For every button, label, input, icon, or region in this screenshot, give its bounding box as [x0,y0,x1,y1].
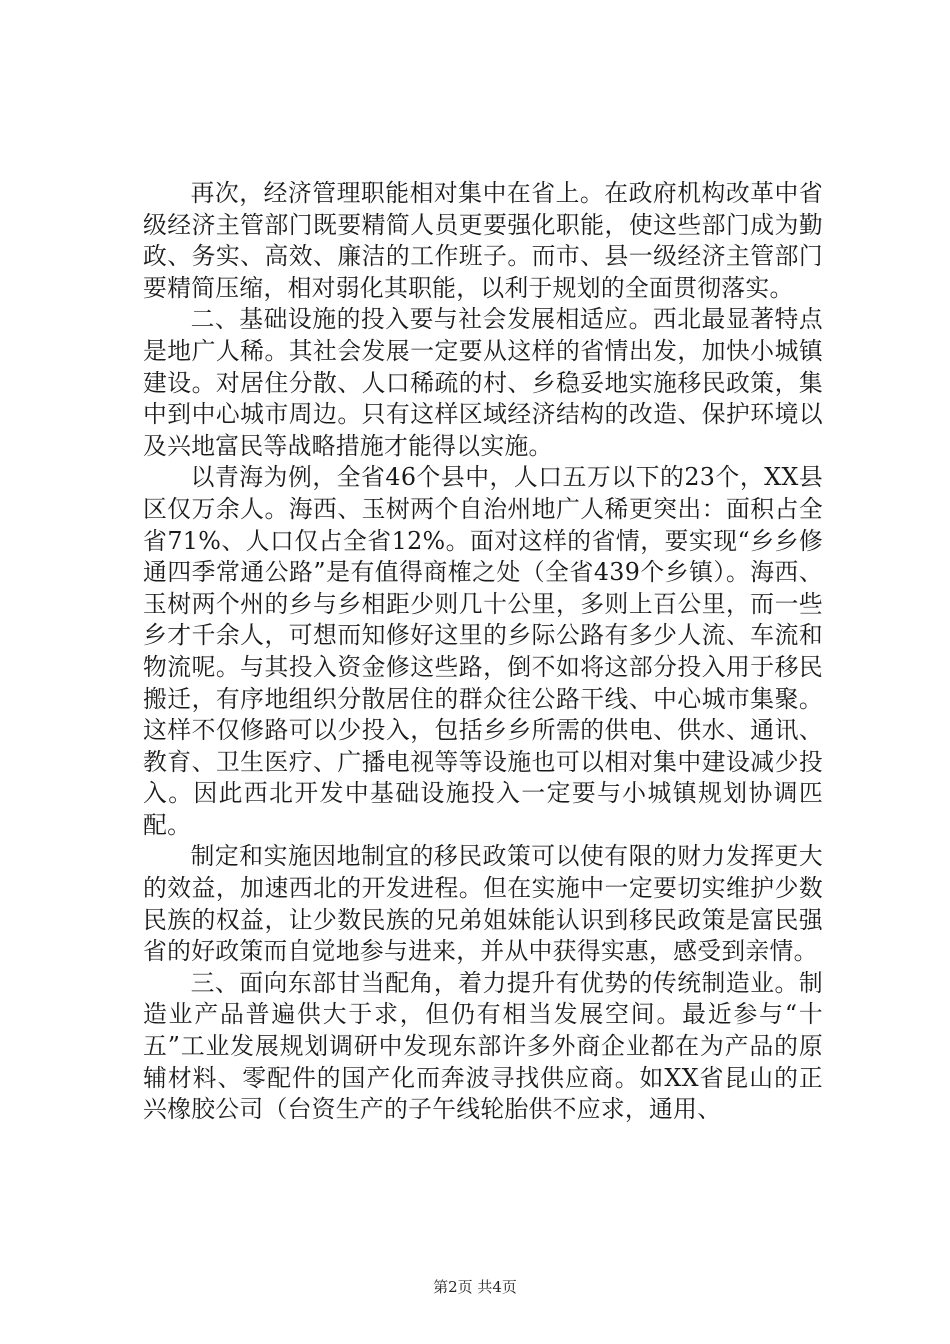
paragraph-2: 二、基础设施的投入要与社会发展相适应。西北最显著特点是地广人稀。其社会发展一定要从这样的省情出发，加快小城镇建设。对居住分散、人口稀疏的村、乡稳妥地实施移民政策，集中到中心城市周边。只有这样区域经济结构的改造、保护环境以及兴地富民等战略措施才能得以实施。 [143,305,823,460]
paragraph-4: 制定和实施因地制宜的移民政策可以使有限的财力发挥更大的效益，加速西北的开发进程。但在实施中一定要切实维护少数民族的权益，让少数民族的兄弟姐妹能认识到移民政策是富民强省的好政策而自觉地参与进来，并从中获得实惠，感受到亲情。 [143,842,823,966]
paragraph-1: 再次，经济管理职能相对集中在省上。在政府机构改革中省级经济主管部门既要精简人员更要强化职能，使这些部门成为勤政、务实、高效、廉洁的工作班子。而市、县一级经济主管部门要精简压缩，相对弱化其职能，以利于规划的全面贯彻落实。 [143,179,823,302]
page-number-footer: 第2页 共4页 [433,1278,517,1296]
paragraph-3: 以青海为例，全省46个县中，人口五万以下的23个，XX县区仅万余人。海西、玉树两个自治州地广人稀更突出：面积占全省71%、人口仅占全省12%。面对这样的省情，要实现“乡乡修通四季常通公路”是有值得商榷之处（全省439个乡镇）。海西、玉树两个州的乡与乡相距少则几十公里，多则上百公里，而一些乡才千余人，可想而知修好这里的乡际公路有多少人流、车流和物流呢。与其投入资金修这些路，倒不如将这部分投入用于移民搬迁，有序地组织分散居住的群众往公路干线、中心城市集聚。这样不仅修路可以少投入，包括乡乡所需的供电、供水、通讯、教育、卫生医疗、广播电视等等设施也可以相对集中建设减少投入。因此西北开发中基础设施投入一定要与小城镇规划协调匹配。 [143,463,823,839]
document-body [143,178,823,1126]
paragraph-5: 三、面向东部甘当配角，着力提升有优势的传统制造业。制造业产品普遍供大于求，但仍有相当发展空间。最近参与“十五”工业发展规划调研中发现东部许多外商企业都在为产品的原辅材料、零配件的国产化而奔波寻找供应商。如XX省昆山的正兴橡胶公司（台资生产的子午线轮胎供不应求，通用、 [143,968,823,1124]
